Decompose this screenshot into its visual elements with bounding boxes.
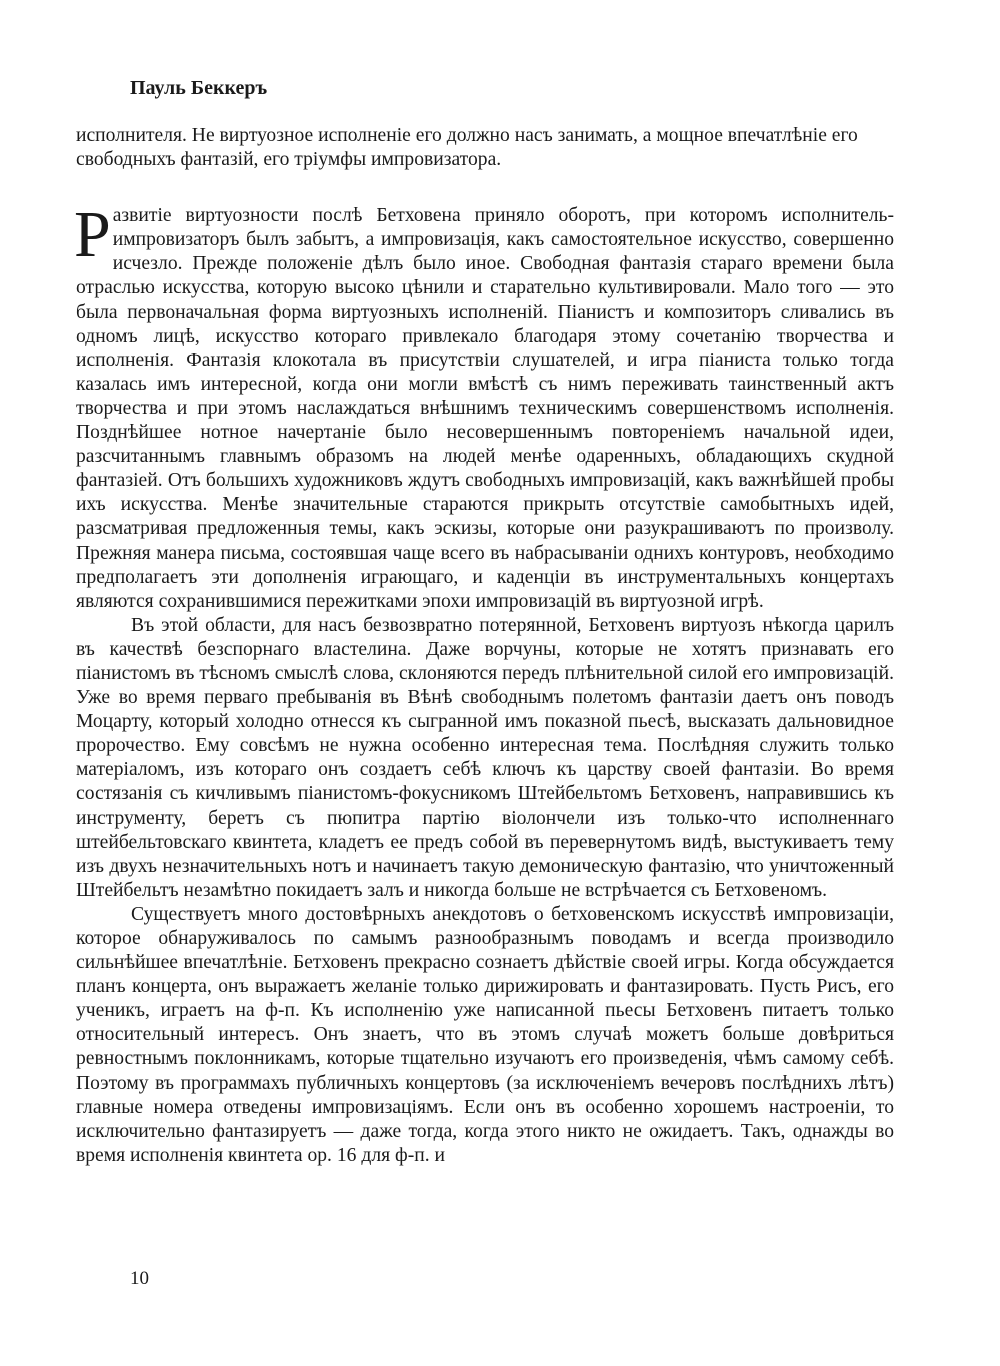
running-head: Пауль Беккеръ <box>130 77 268 99</box>
paragraph-text: азвитіе виртуозности послѣ Бетховена приняло оборотъ, при которомъ исполнитель-импровизаторъ былъ забытъ, а импровизація, какъ самостоятельное искусство, совершенно исчезло. Прежде положеніе дѣлъ было иное. Свободная фантазія стараго времени была отраслью искусства, которую высоко цѣнили и старательно культивировали. Мало того — это была первоначальная форма виртуозныхъ исполненій. Піанистъ и композиторъ сливались въ одномъ лицѣ, искусство котораго привлекало благодаря этому сочетанію творчества и исполненія. Фантазія клокотала въ присутствіи слушателей, и игра піаниста только тогда казалась имъ интересной, когда они могли вмѣстѣ съ нимъ переживать таинственный актъ творчества и при этомъ наслаждаться внѣшнимъ техническимъ совершенствомъ исполненія. Позднѣйшее нотное начертаніе было несовершеннымъ повтореніемъ начальной идеи, разсчитаннымъ главнымъ образомъ на людей менѣе одаренныхъ, обладающихъ скудной фантазіей. Отъ большихъ художниковъ ждутъ свободныхъ импровизацій, какъ важнѣйшей пробы ихъ искусства. Менѣе значительные стараются прикрыть отсутствіе самобытныхъ идей, разсматривая предложенныя темы, какъ эскизы, которые они разукрашиваютъ по произволу. Прежняя манера письма, состоявшая чаще всего въ набрасываніи однихъ контуровъ, необходимо предполагаетъ эти дополненія играющаго, и каденціи въ инструментальныхъ концертахъ являются сохранившимися пережитками эпохи импровизацій въ виртуозной игрѣ. <box>76 205 894 612</box>
drop-cap: Р <box>74 198 111 272</box>
paragraph-continued: исполнителя. Не виртуозное исполненіе его должно насъ занимать, а мощное впечатлѣніе его свободныхъ фантазій, его тріумфы импровизатора. <box>76 125 858 171</box>
body-text <box>76 124 894 1168</box>
paragraph-section-start <box>74 198 894 614</box>
paragraph: Существуетъ много достовѣрныхъ анекдотовъ о бетховенскомъ искусствѣ импровизаціи, которое обнаруживалось по самымъ разнообразнымъ поводамъ и всегда производило сильнѣйшее впечатлѣніе. Бетховенъ прекрасно сознаетъ дѣйствіе своей игры. Когда обсуждается планъ концерта, онъ выражаетъ желаніе только дирижировать и фантазировать. Пусть Рисъ, его ученикъ, играетъ на ф-п. Къ исполненію уже написанной пьесы Бетховенъ питаетъ только относительный интересъ. Онъ знаетъ, что въ этомъ случаѣ можетъ больше довѣриться ревностнымъ поклонникамъ, которые тщательно изучаютъ его произведенія, чѣмъ самому себѣ. Поэтому въ программахъ публичныхъ концертовъ (за исключеніемъ вечеровъ послѣднихъ лѣтъ) главные номера отведены импровизаціямъ. Если онъ въ особенно хорошемъ настроеніи, то исключительно фантазируетъ — даже тогда, когда этого никто не ожидаетъ. Такъ, однажды во время исполненія квинтета ор. 16 для ф-п. и <box>76 903 894 1166</box>
paragraph: Въ этой области, для насъ безвозвратно потерянной, Бетховенъ виртуозъ нѣкогда царилъ въ качествѣ безспорнаго властелина. Даже ворчуны, которые не хотятъ признавать его піанистомъ въ тѣсномъ смыслѣ слова, склоняются передъ плѣнительной силой его импровизацій. Уже во время перваго пребыванія въ Вѣнѣ свободнымъ полетомъ фантазіи даетъ онъ поводъ Моцарту, который холодно отнесся къ сыгранной имъ показной пьесѣ, высказать дальновидное пророчество. Ему совсѣмъ не нужна особенно интересная тема. Послѣдняя служить только матеріаломъ, изъ котораго онъ создаетъ себѣ ключъ къ царству своей фантазіи. Во время состязанія съ кичливымъ піанистомъ-фокусникомъ Штейбельтомъ Бетховенъ, направившись къ инструменту, беретъ съ пюпитра партію віолончели изъ только-что исполненнаго штейбельтовскаго квинтета, кладетъ ее предъ собой въ перевернутомъ видѣ, выстукиваетъ тему изъ двухъ незначительныхъ нотъ и начинаетъ такую демоническую фантазію, что уничтоженный Штейбельтъ незамѣтно покидаетъ залъ и никогда больше не встрѣчается съ Бетховеномъ. <box>76 614 894 901</box>
page-number: 10 <box>130 1268 149 1289</box>
